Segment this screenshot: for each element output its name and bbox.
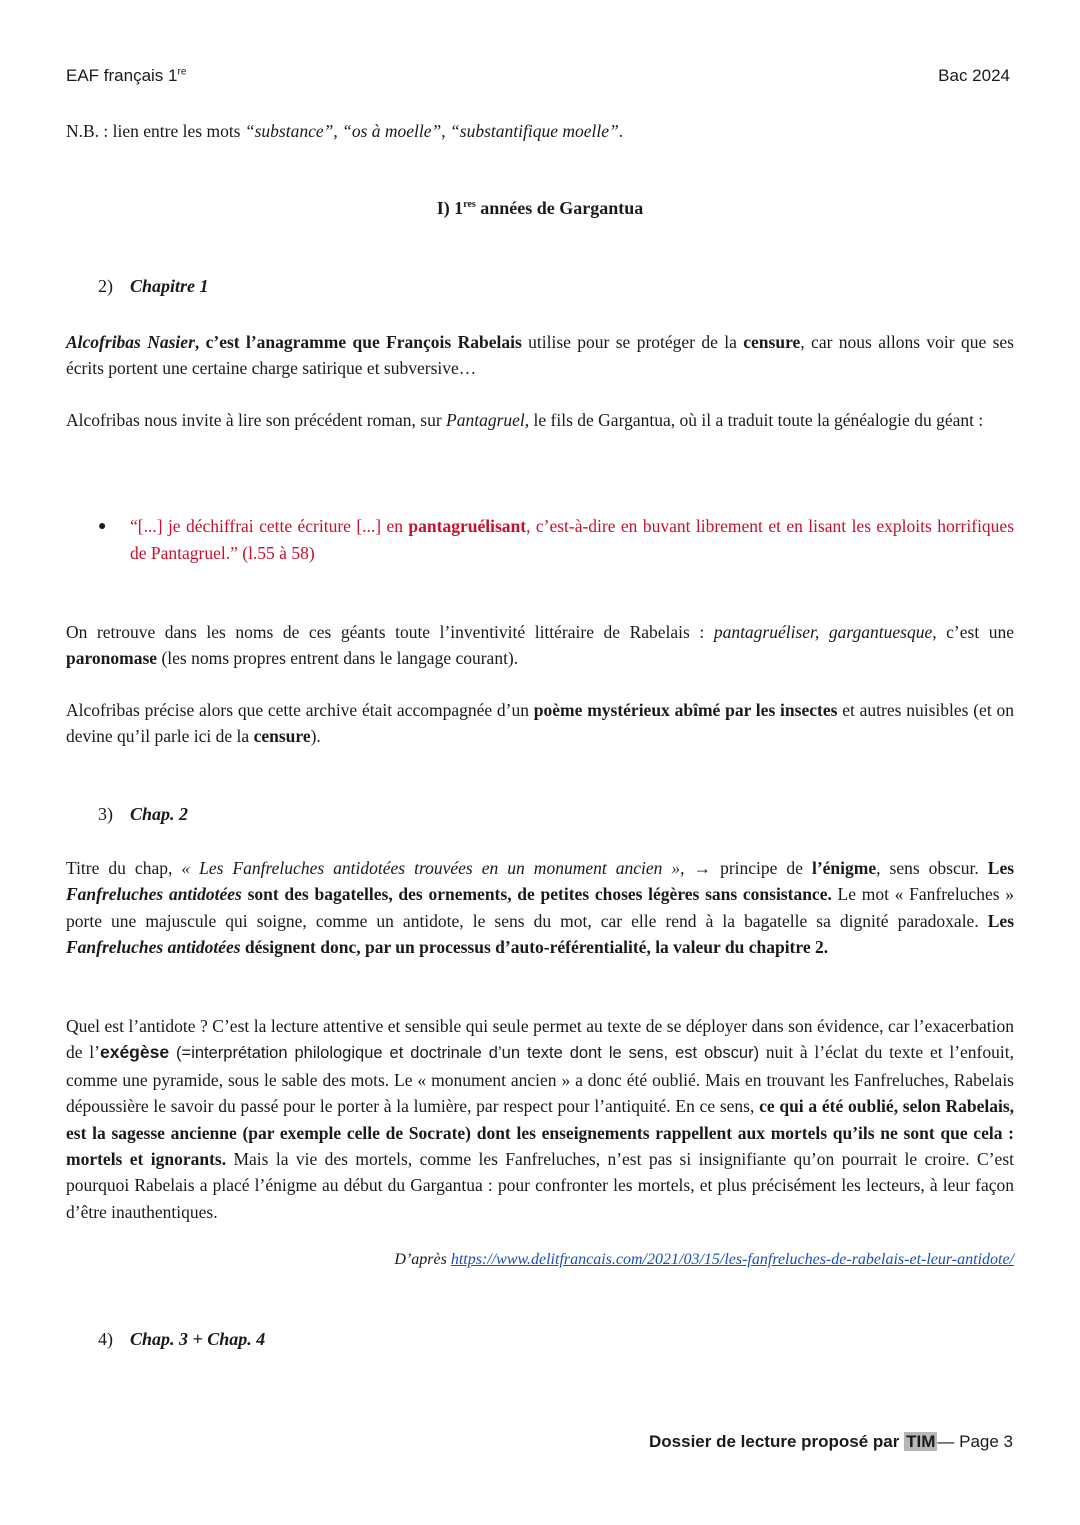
paragraph-ch1-4: Alcofribas précise alors que cette archive était accompagnée d’un poème mystérieux abîmé par les insectes et autres nuisibles (et on devine qu’il parle ici de la censure). [66,700,1014,747]
quote-bullet [98,513,1014,567]
header-right: Bac 2024 [938,66,1010,85]
source-citation: D’après https://www.delitfrancais.com/2021/03/15/les-fanfreluches-de-rabelais-et-leur-antidote/ [394,1251,1014,1268]
quote-text: “[...] je déchiffrai cette écriture [...] en pantagruélisant, c’est-à-dire en buvant librement et en lisant les exploits horrifiques de Pantagruel.” (l.55 à 58) [130,516,1015,563]
subheading-chap-2: 3) Chap. 2 [98,804,189,824]
paragraph-ch2-1: Titre du chap, « Les Fanfreluches antidotées trouvées en un monument ancien », → principe de l’énigme, sens obscur. Les Fanfreluches antidotées sont des bagatelles, des ornements, de petites choses légères sans consistance. Le mot « Fanfreluches » porte une majuscule qui soigne, comme un antidote, le sens du mot, car elle rend à la bagatelle sa dignité paradoxale. Les Fanfreluches antidotées désignent donc, par un processus d’auto-référentialité, la valeur du chapitre 2. [66,858,1015,958]
bullet-icon: ● [98,519,107,534]
subheading-chapitre-1: 2) Chapitre 1 [98,276,209,296]
paragraph-ch1-1: Alcofribas Nasier, c’est l’anagramme que François Rabelais utilise pour se protéger de la censure, car nous allons voir que ses écrits portent une certaine charge satirique et subversive… [66,332,1014,379]
header-left: EAF français 1re [66,66,187,85]
footer-author-highlight: TIM [906,1432,936,1451]
paragraph-ch1-2: Alcofribas nous invite à lire son précédent roman, sur Pantagruel, le fils de Gargantua, où il a traduit toute la généalogie du géant : [66,410,984,430]
paragraph-ch2-2: Quel est l’antidote ? C’est la lecture attentive et sensible qui seule permet au texte de se déployer dans son évidence, car l’exacerbation de l’exégèse (=interprétation philologique et doctrinale d’un texte dont le sens, est obscur) nuit à l’éclat du texte et l’enfouit, comme une pyramide, sous le sable des mots. Le « monument ancien » a donc été oublié. Mais en trouvant les Fanfreluches, Rabelais dépoussière le savoir du passé pour le porter à la lumière, par respect pour l’antiquité. En ce sens, ce qui a été oublié, selon Rabelais, est la sagesse ancienne (par exemple celle de Socrate) dont les enseignements rappellent aux mortels qu’ils ne sont que cela : mortels et ignorants. Mais la vie des mortels, comme les Fanfreluches, n’est pas si insignifiante qu’on pourrait le croire. C’est pourquoi Rabelais a placé l’énigme au début du Gargantua : pour confronter les mortels, et plus précisément les lecteurs, à leur façon d’être inauthentiques. [66,1016,1014,1222]
nb-note: N.B. : lien entre les mots “substance”, “os à moelle”, “substantifique moelle”. [66,121,624,141]
subheading-chap-3-4: 4) Chap. 3 + Chap. 4 [98,1329,266,1349]
paragraph-ch1-3: On retrouve dans les noms de ces géants toute l’inventivité littéraire de Rabelais : pantagruéliser, gargantuesque, c’est une paronomase (les noms propres entrent dans le langage courant). [66,622,1014,669]
page-footer: Dossier de lecture proposé par TIM — Page 3 [649,1432,1013,1451]
section-title: I) 1res années de Gargantua [436,198,644,218]
source-link[interactable]: https://www.delitfrancais.com/2021/03/15/les-fanfreluches-de-rabelais-et-leur-antidote/ [450,1251,1014,1268]
page-number: — Page 3 [937,1432,1013,1451]
